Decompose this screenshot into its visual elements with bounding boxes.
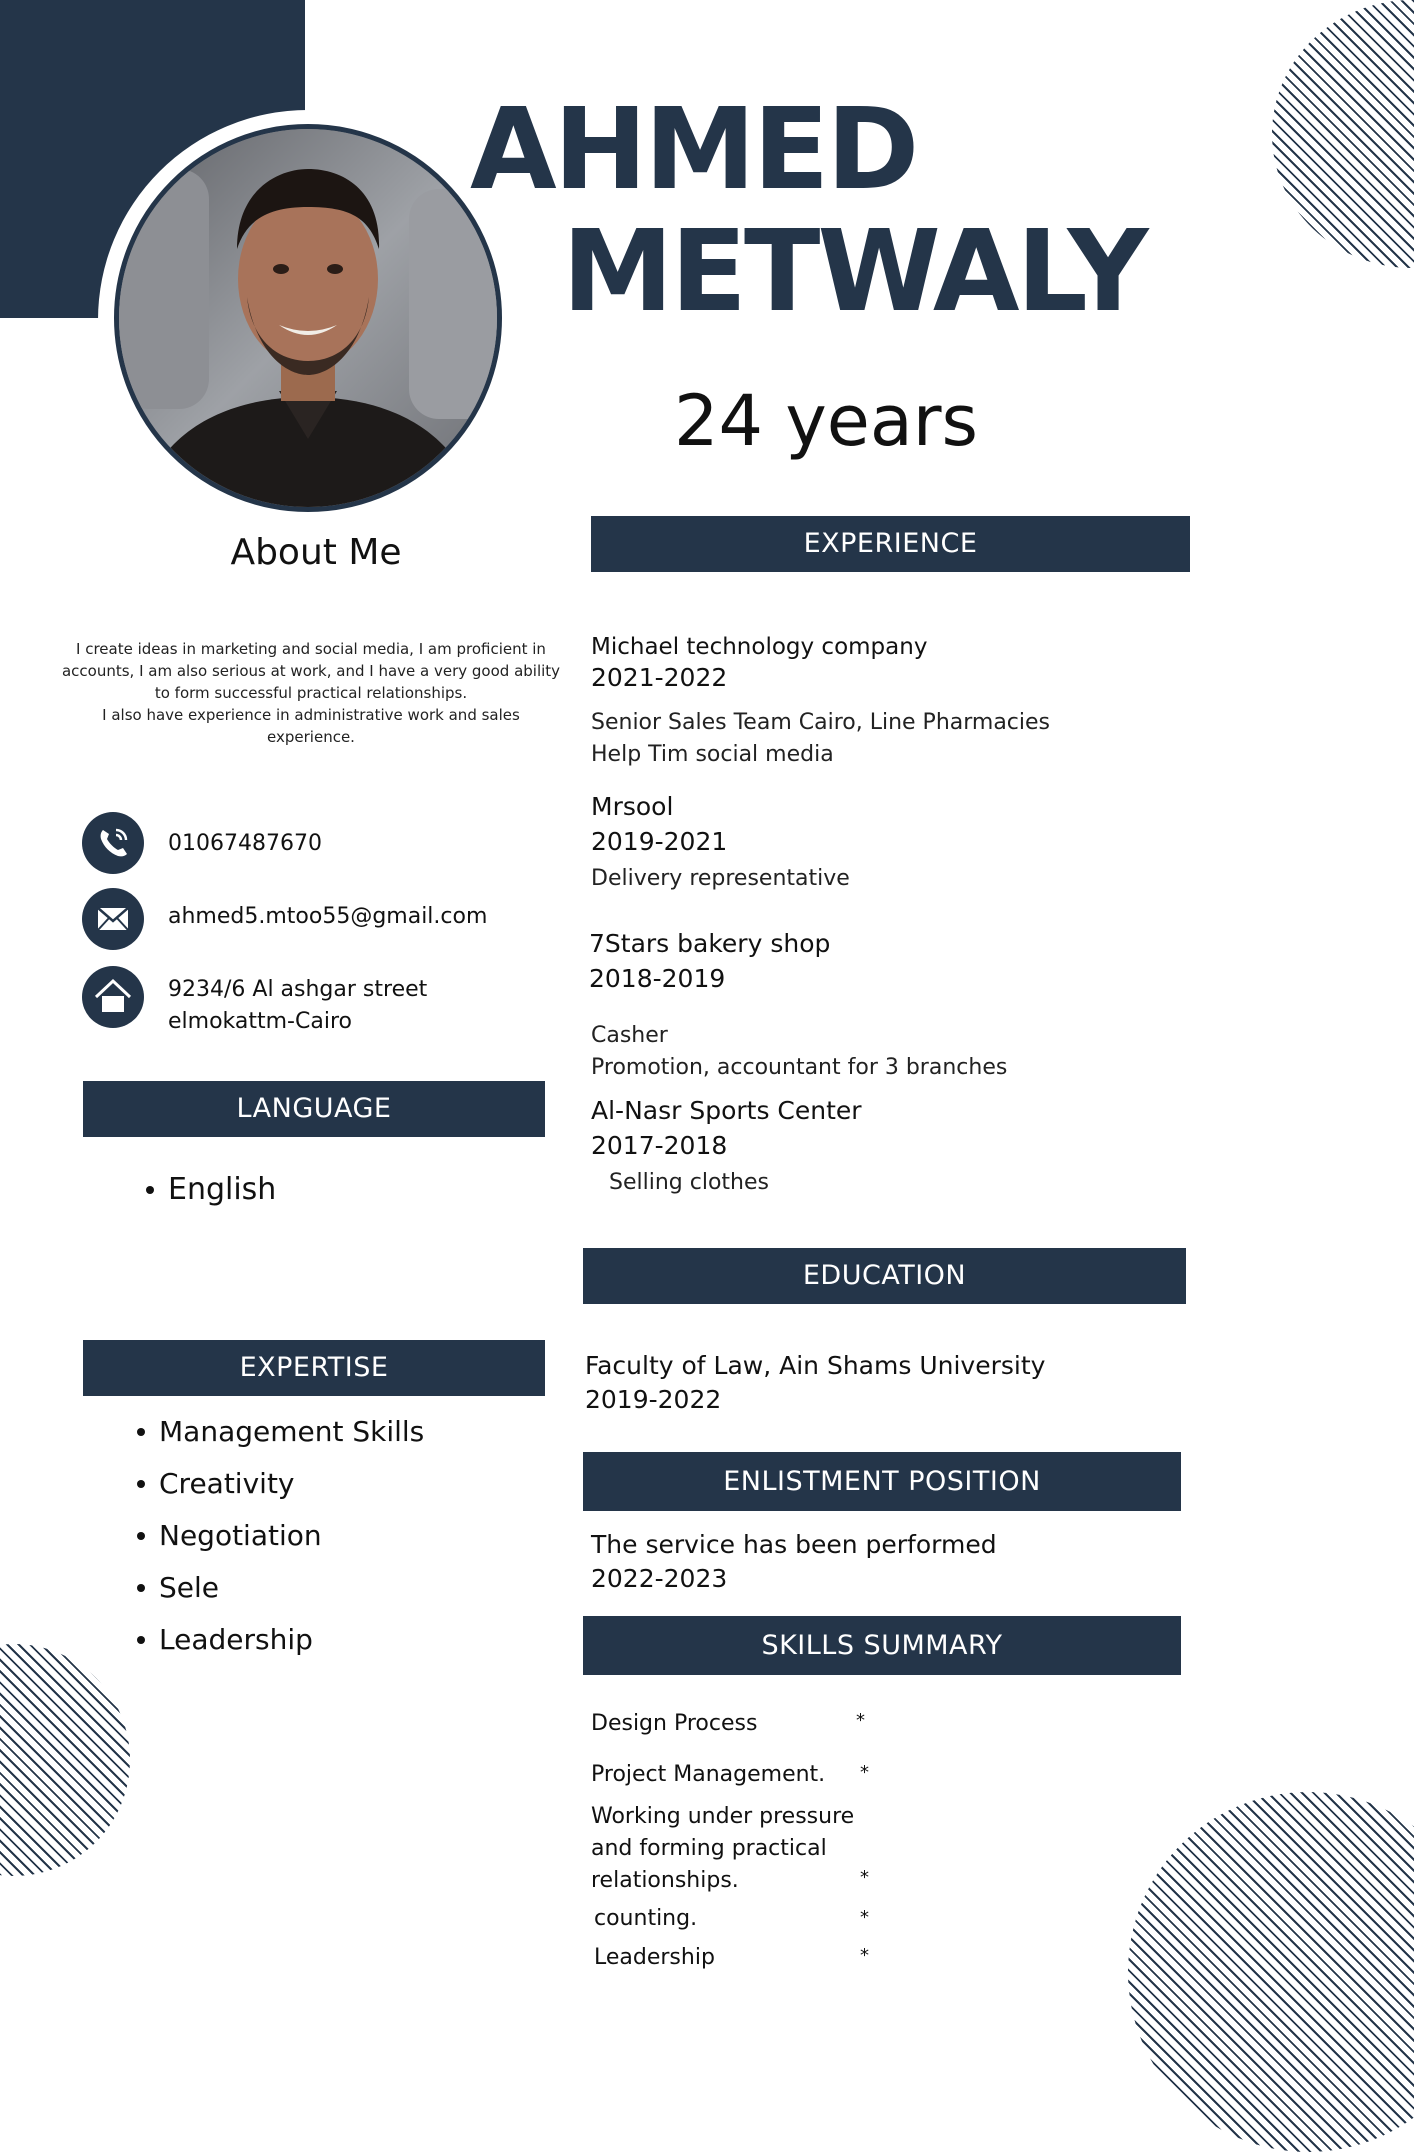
language-heading: LANGUAGE [83,1081,545,1137]
job-description: Delivery representative [591,866,850,891]
job-company: Al-Nasr Sports Center [591,1096,862,1125]
list-item: Leadership [159,1614,424,1666]
address-line: 9234/6 Al ashgar street [168,977,428,1002]
skill-label: Project Management. [591,1762,826,1787]
enlistment-years: 2022-2023 [591,1564,728,1593]
expertise-heading: EXPERTISE [83,1340,545,1396]
about-text [56,638,566,748]
enlistment-status: The service has been performed [591,1530,997,1559]
address-line: elmokattm-Cairo [168,1009,352,1034]
skill-label: Working under pressure and forming practical relationships. [591,1804,855,1893]
skill-mark: * [860,1867,869,1888]
skill-mark: * [860,1945,869,1966]
job-years: 2021-2022 [591,663,728,692]
hatched-circle-decoration [1272,0,1414,268]
phone-number: 01067487670 [168,831,322,856]
person-portrait-icon [119,129,497,507]
list-item: English [168,1168,276,1212]
name-first: AHMED [470,85,917,215]
job-description: Selling clothes [609,1170,769,1195]
job-years: 2019-2021 [591,827,728,856]
job-description: Promotion, accountant for 3 branches [591,1055,1008,1080]
hatched-circle-decoration [1128,1792,1414,2152]
skill-mark: * [860,1907,869,1928]
hatched-circle-decoration [0,1644,130,1876]
job-company: Mrsool [591,792,674,821]
skill-mark: * [860,1762,869,1783]
expertise-list [159,1406,424,1666]
phone-icon [82,812,144,874]
about-title: About Me [230,532,402,573]
age: 24 years [674,380,978,462]
job-description: Senior Sales Team Cairo, Line Pharmacies [591,710,1051,735]
list-item: Creativity [159,1458,424,1510]
job-company: 7Stars bakery shop [589,929,831,958]
mail-icon [82,888,144,950]
about-paragraph: I also have experience in administrative work and sales experience. [102,706,520,746]
profile-photo [114,124,502,512]
job-description: Casher [591,1023,668,1048]
name-last: METWALY [562,207,1146,337]
skill-mark: * [856,1710,865,1731]
list-item: Negotiation [159,1510,424,1562]
home-icon [82,966,144,1028]
skills-heading: SKILLS SUMMARY [583,1616,1181,1675]
list-item: Management Skills [159,1406,424,1458]
skill-label: Design Process [591,1711,758,1736]
job-years: 2017-2018 [591,1131,728,1160]
education-school: Faculty of Law, Ain Shams University [585,1351,1046,1380]
enlistment-heading: ENLISTMENT POSITION [583,1452,1181,1511]
experience-heading: EXPERIENCE [591,516,1190,572]
job-description: Help Tim social media [591,742,834,767]
education-years: 2019-2022 [585,1385,722,1414]
email-address: ahmed5.mtoo55@gmail.com [168,904,488,929]
education-heading: EDUCATION [583,1248,1186,1304]
address [168,974,427,1038]
skill-label: counting. [594,1906,698,1931]
about-paragraph: I create ideas in marketing and social media, I am proficient in accounts, I am also serious at work, and I have a very good ability to form successful practical relationships. [61,640,561,702]
language-list [168,1168,276,1212]
job-company: Michael technology company [591,634,928,660]
skill-label: Leadership [594,1945,715,1970]
job-years: 2018-2019 [589,964,726,993]
list-item: Sele [159,1562,424,1614]
